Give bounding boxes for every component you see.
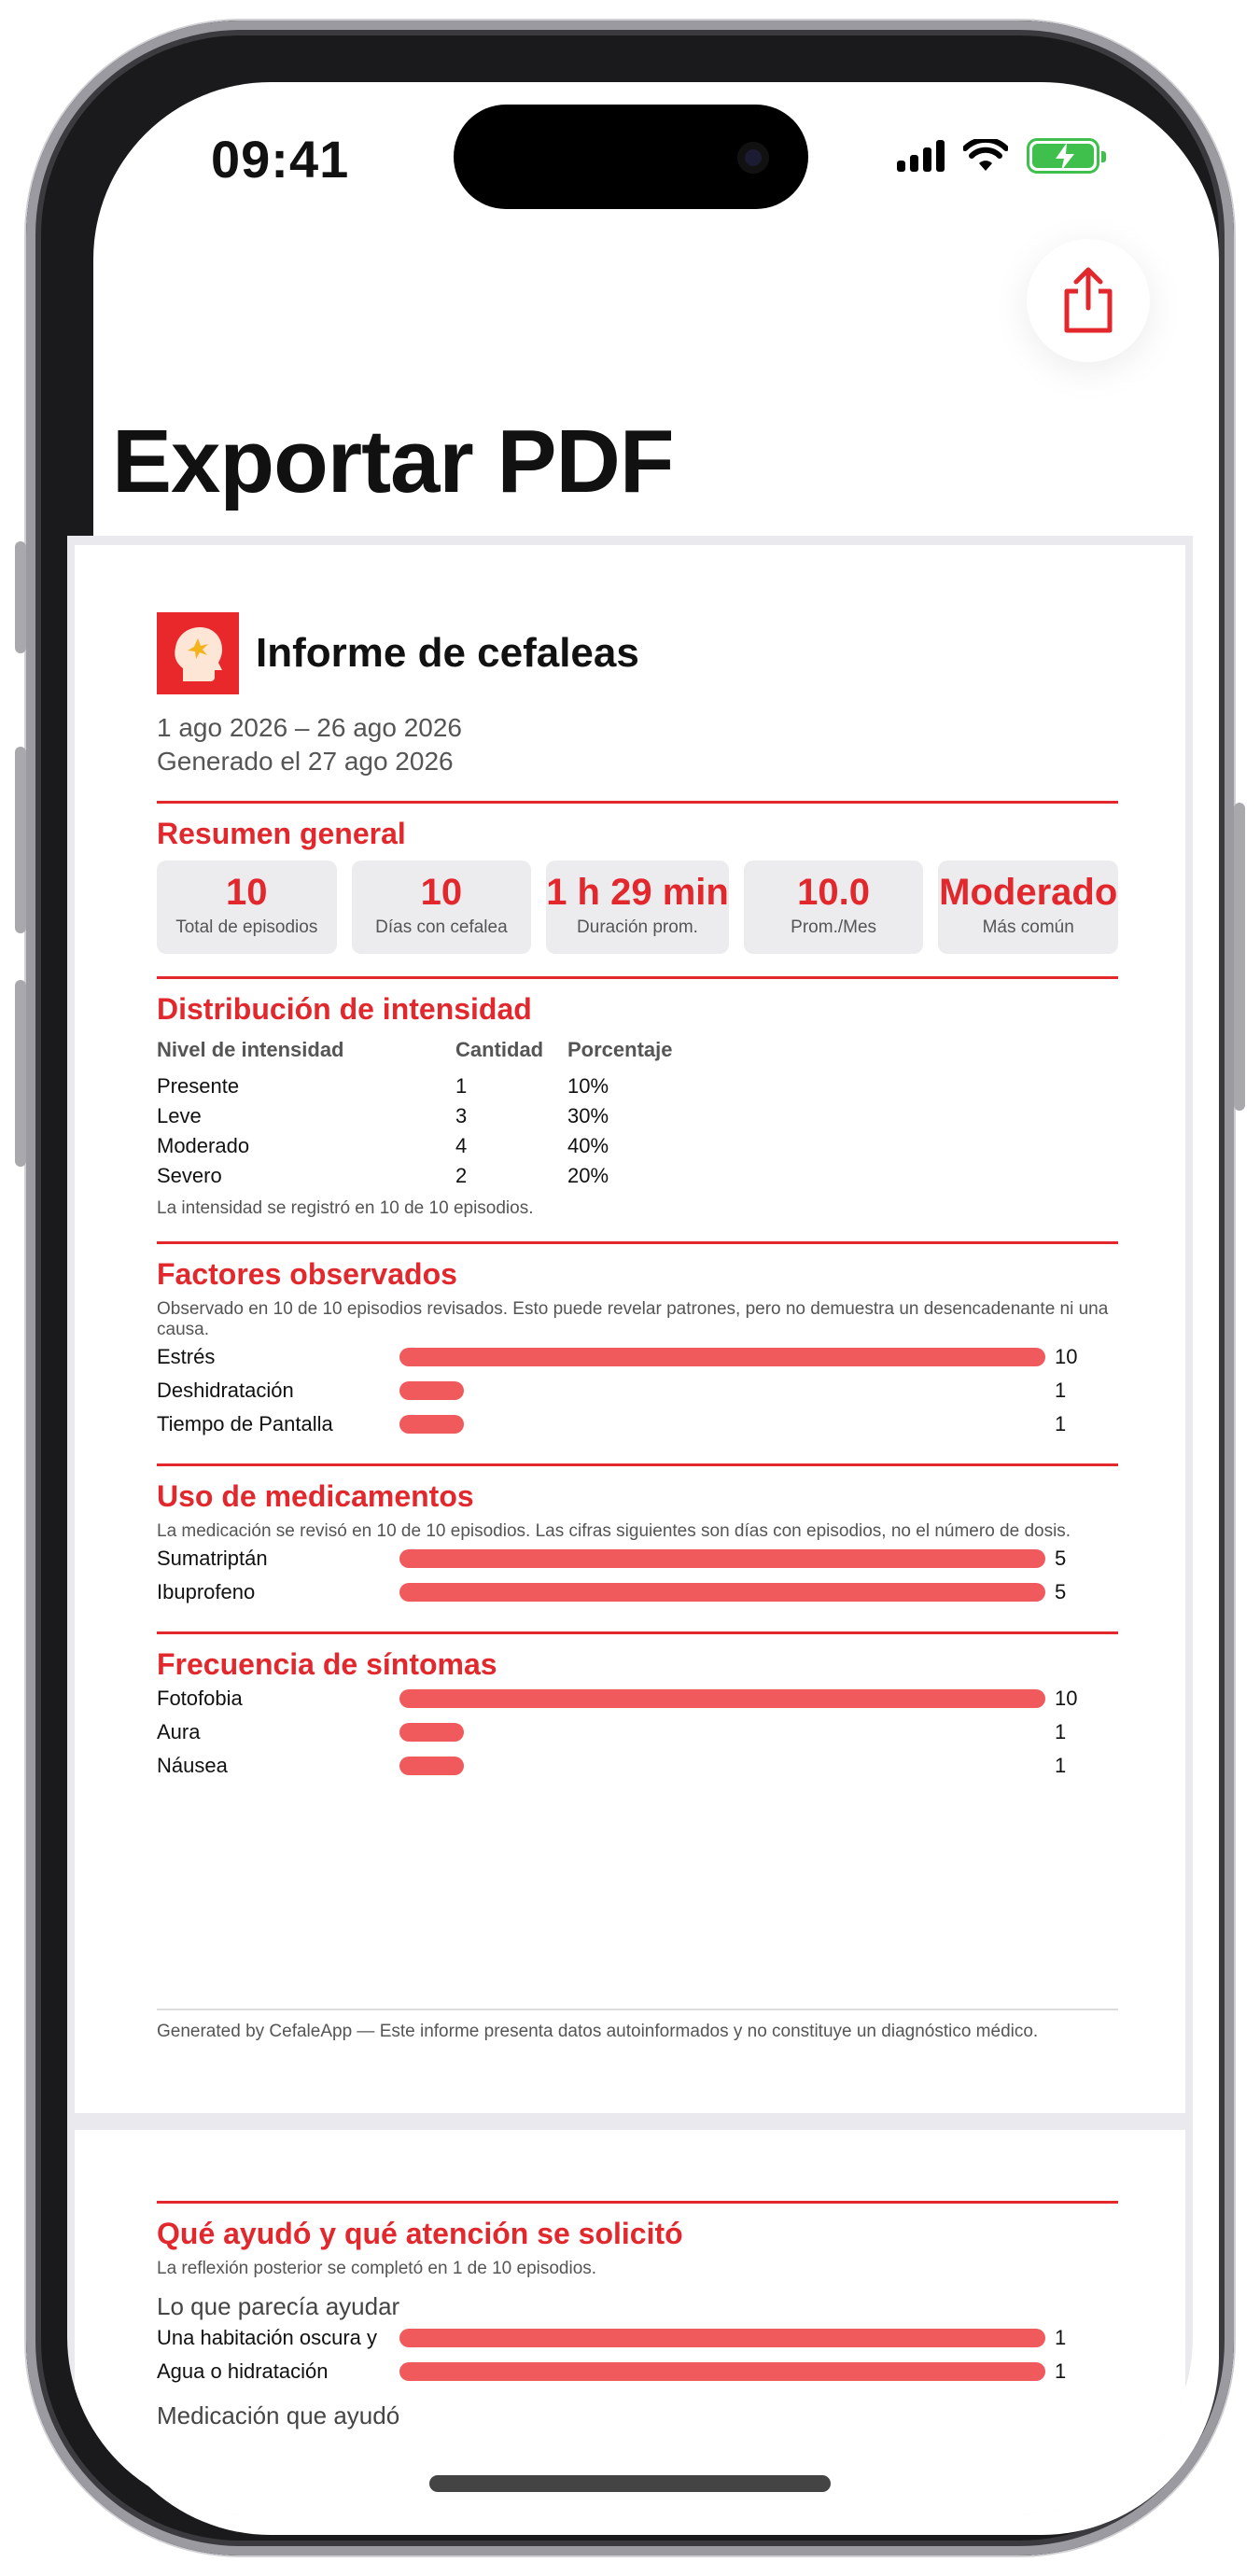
cell: Leve [157, 1104, 202, 1127]
page2-body [157, 2178, 1118, 2430]
bar-label: Sumatriptán [157, 1547, 268, 1570]
cell: 3 [455, 1104, 468, 1127]
card-label: Más común [982, 917, 1074, 937]
table-header-row [157, 1038, 698, 1071]
action-button [15, 541, 26, 653]
card-value: Moderado [939, 872, 1118, 913]
card-value: 10.0 [797, 872, 871, 913]
card-value: 10 [420, 872, 463, 913]
bar-track [399, 1723, 1045, 1742]
bar-track [399, 1381, 1045, 1400]
bar-fill [399, 1723, 464, 1742]
helped-subheading: Lo que parecía ayudar [157, 2292, 400, 2320]
helped-bars [157, 2321, 1118, 2388]
bar-track [399, 1348, 1045, 1366]
bar-row [157, 1682, 1118, 1715]
bar-row [157, 1340, 1118, 1374]
column-header: Nivel de intensidad [157, 1038, 344, 1061]
factors-heading: Factores observados [157, 1257, 457, 1291]
medication-helped-subheading: Medicación que ayudó [157, 2401, 400, 2429]
table-row [157, 1101, 698, 1131]
bar-label: Náusea [157, 1754, 228, 1777]
medication-section [157, 1463, 1118, 1609]
bar-label: Deshidratación [157, 1379, 294, 1402]
medication-heading: Uso de medicamentos [157, 1479, 474, 1513]
bar-count: 1 [1055, 1754, 1067, 1777]
status-icons [897, 138, 1099, 174]
intensity-heading: Distribución de intensidad [157, 992, 532, 1026]
symptoms-bars [157, 1682, 1118, 1783]
bar-fill [399, 1757, 464, 1775]
volume-down-button [15, 980, 26, 1167]
cellular-signal-icon [897, 140, 945, 172]
bar-label: Estrés [157, 1345, 216, 1368]
bar-fill [399, 2329, 1045, 2347]
bar-fill [399, 1549, 1045, 1568]
summary-section [157, 801, 1118, 954]
bar-row [157, 1374, 1118, 1407]
report-body [157, 612, 1118, 1783]
bar-count: 5 [1055, 1580, 1067, 1603]
medication-bars [157, 1542, 1118, 1609]
bar-row [157, 2355, 1118, 2388]
bar-row [157, 1715, 1118, 1749]
intensity-table [157, 1038, 698, 1191]
cell: 40% [567, 1134, 609, 1157]
pdf-page-1[interactable] [75, 545, 1185, 2113]
bar-fill [399, 1583, 1045, 1602]
summary-card [744, 861, 924, 954]
cell: 4 [455, 1134, 468, 1157]
screen-content [67, 62, 1193, 2514]
cell: 10% [567, 1074, 609, 1098]
home-indicator[interactable] [429, 2475, 831, 2492]
date-range: 1 ago 2026 – 26 ago 2026 [157, 713, 462, 742]
bar-count: 5 [1055, 1547, 1067, 1570]
bar-track [399, 2362, 1045, 2381]
factors-note: Observado en 10 de 10 episodios revisados. Esto puede revelar patrones, pero no demuestra un desencadenante ni una causa. [157, 1299, 1109, 1339]
bar-label: Aura [157, 1720, 201, 1743]
intensity-section [157, 976, 1118, 1219]
bar-label: Tiempo de Pantalla [157, 1412, 333, 1435]
bar-fill [399, 1689, 1045, 1708]
table-row [157, 1161, 698, 1191]
summary-card [352, 861, 532, 954]
bar-row [157, 1749, 1118, 1783]
card-label: Total de episodios [175, 917, 318, 937]
summary-card [157, 861, 337, 954]
bar-count: 10 [1055, 1345, 1078, 1368]
cell: Severo [157, 1164, 222, 1187]
medication-note: La medicación se revisó en 10 de 10 episodios. Las cifras siguientes son días con episodios, no el número de dosis. [157, 1521, 1071, 1541]
summary-card [938, 861, 1118, 954]
factors-section [157, 1241, 1118, 1441]
bar-label: Fotofobia [157, 1687, 243, 1710]
table-row [157, 1131, 698, 1161]
bar-track [399, 1757, 1045, 1775]
card-label: Días con cefalea [375, 917, 508, 937]
factors-bars [157, 1340, 1118, 1441]
bar-count: 1 [1055, 1720, 1067, 1743]
cell: 1 [455, 1074, 468, 1098]
pdf-page-2[interactable] [75, 2130, 1185, 2514]
head-logo-icon [157, 612, 239, 694]
cell: Presente [157, 1074, 240, 1098]
bar-count: 1 [1055, 1379, 1067, 1402]
bar-track [399, 1549, 1045, 1568]
help-note: La reflexión posterior se completó en 1 de 10 episodios. [157, 2259, 597, 2278]
bar-count: 1 [1055, 2326, 1067, 2349]
bar-row [157, 1407, 1118, 1441]
summary-cards [157, 861, 1118, 954]
power-button [1234, 803, 1245, 1111]
bar-track [399, 2329, 1045, 2347]
bar-count: 1 [1055, 2359, 1067, 2383]
bar-row [157, 1542, 1118, 1575]
battery-charging-icon [1027, 138, 1099, 174]
cell: Moderado [157, 1134, 250, 1157]
column-header: Porcentaje [567, 1038, 673, 1061]
report-footer: Generated by CefaleApp — Este informe presenta datos autoinformados y no constituye un diagnóstico médico. [157, 2009, 1118, 2042]
page-title: Exportar PDF [112, 412, 674, 511]
bar-track [399, 1583, 1045, 1602]
symptoms-heading: Frecuencia de síntomas [157, 1647, 497, 1681]
bar-label: Agua o hidratación [157, 2359, 329, 2383]
bar-fill [399, 1381, 464, 1400]
card-label: Duración prom. [577, 917, 698, 937]
report-header [157, 612, 1118, 694]
cell: 30% [567, 1104, 609, 1127]
summary-card [546, 861, 729, 954]
card-label: Prom./Mes [791, 917, 877, 937]
share-icon [1059, 267, 1117, 334]
wifi-icon [963, 139, 1008, 173]
bar-track [399, 1689, 1045, 1708]
bar-row [157, 2321, 1118, 2355]
dynamic-island [454, 105, 808, 209]
bar-label: Una habitación oscura y [157, 2326, 378, 2349]
bar-row [157, 1575, 1118, 1609]
bar-count: 1 [1055, 1412, 1067, 1435]
bar-label: Ibuprofeno [157, 1580, 256, 1603]
intensity-note: La intensidad se registró en 10 de 10 episodios. [157, 1198, 534, 1218]
generated-date: Generado el 27 ago 2026 [157, 747, 454, 776]
table-row [157, 1071, 698, 1101]
bar-fill [399, 2362, 1045, 2381]
help-section [157, 2201, 1118, 2430]
bar-fill [399, 1415, 464, 1434]
volume-up-button [15, 747, 26, 933]
column-header: Cantidad [455, 1038, 544, 1061]
status-time: 09:41 [211, 130, 350, 189]
report-meta [157, 711, 1118, 778]
symptoms-section [157, 1631, 1118, 1783]
bar-track [399, 1415, 1045, 1434]
report-title: Informe de cefaleas [256, 630, 639, 676]
camera-icon [737, 142, 769, 174]
cell: 2 [455, 1164, 468, 1187]
summary-heading: Resumen general [157, 817, 406, 850]
card-value: 10 [226, 872, 268, 913]
share-button[interactable] [1027, 239, 1150, 362]
bar-count: 10 [1055, 1687, 1078, 1710]
help-heading: Qué ayudó y qué atención se solicitó [157, 2217, 683, 2250]
bar-fill [399, 1348, 1045, 1366]
card-value: 1 h 29 min [546, 872, 729, 913]
cell: 20% [567, 1164, 609, 1187]
